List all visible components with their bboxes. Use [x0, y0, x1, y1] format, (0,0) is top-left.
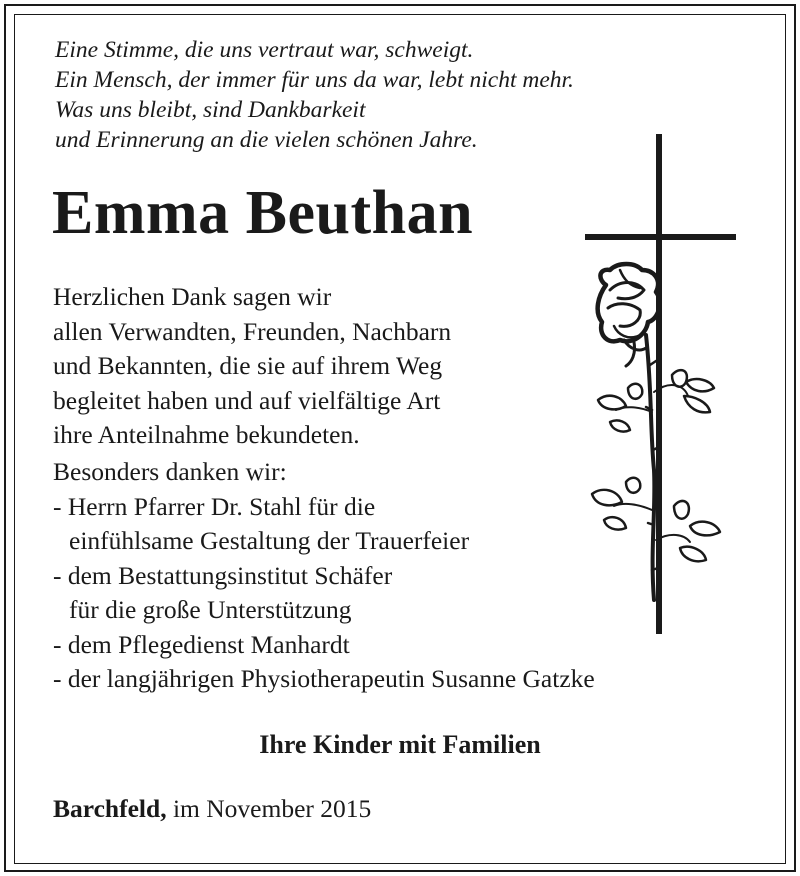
thanks-line: und Bekannten, die sie auf ihrem Weg: [53, 351, 443, 380]
deceased-name: Emma Beuthan: [52, 179, 474, 247]
poem-line: Eine Stimme, die uns vertraut war, schweigt.: [55, 37, 474, 63]
special-thanks-item: für die große Unterstützung: [69, 595, 352, 624]
thanks-line: begleitet haben und auf vielfältige Art: [53, 385, 441, 415]
signature: Ihre Kinder mit Familien: [259, 730, 541, 759]
place-date: [53, 792, 371, 826]
special-thanks-item: - Herrn Pfarrer Dr. Stahl für die: [53, 491, 376, 521]
thanks-line: Herzlichen Dank sagen wir: [53, 282, 332, 311]
poem-line: und Erinnerung an die vielen schönen Jahre.: [55, 127, 478, 153]
thanks-paragraph: [53, 280, 451, 453]
memorial-poem: [55, 35, 574, 155]
special-thanks-intro: Besonders danken wir:: [53, 457, 287, 486]
cross-with-rose-illustration: [580, 130, 740, 640]
special-thanks-item: einfühlsame Gestaltung der Trauerfeier: [69, 526, 470, 555]
thanks-line: ihre Anteilnahme bekundeten.: [53, 420, 360, 449]
special-thanks: [53, 455, 595, 697]
special-thanks-item: - dem Bestattungsinstitut Schäfer: [53, 560, 393, 590]
place: Barchfeld,: [53, 794, 167, 823]
thanks-line: allen Verwandten, Freunden, Nachbarn: [53, 316, 452, 346]
special-thanks-item: - der langjährigen Physiotherapeutin Susanne Gatzke: [53, 664, 595, 693]
cross-icon: [585, 134, 736, 634]
poem-line: Was uns bleibt, sind Dankbarkeit: [55, 97, 366, 123]
special-thanks-item: - dem Pflegedienst Manhardt: [53, 629, 350, 659]
poem-line: Ein Mensch, der immer für uns da war, lebt nicht mehr.: [55, 67, 574, 93]
date: im November 2015: [172, 794, 372, 823]
